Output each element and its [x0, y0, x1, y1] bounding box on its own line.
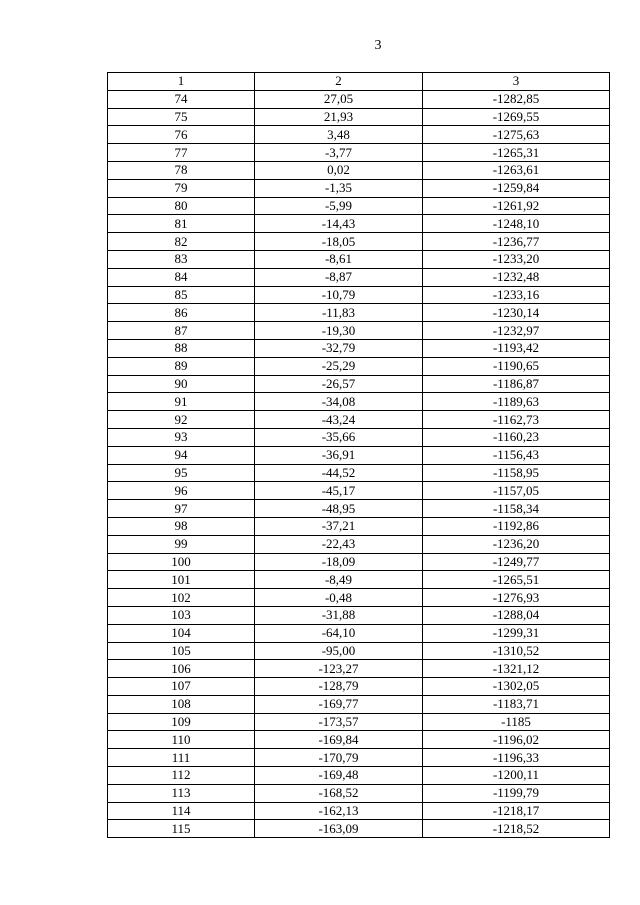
table-cell: -1232,97 — [423, 322, 610, 340]
table-row — [108, 820, 610, 838]
table-cell: -1236,20 — [423, 535, 610, 553]
table-row — [108, 268, 610, 286]
table-cell: -170,79 — [255, 749, 423, 767]
table-cell: -1276,93 — [423, 589, 610, 607]
table-row — [108, 322, 610, 340]
table-row — [108, 749, 610, 767]
table-row — [108, 108, 610, 126]
table-cell: 27,05 — [255, 90, 423, 108]
table-row — [108, 375, 610, 393]
table-cell: 0,02 — [255, 161, 423, 179]
table-cell: -8,87 — [255, 268, 423, 286]
table-cell: 86 — [108, 304, 255, 322]
table-cell: -11,83 — [255, 304, 423, 322]
table-cell: -123,27 — [255, 660, 423, 678]
table-cell: 75 — [108, 108, 255, 126]
column-header: 2 — [255, 73, 423, 91]
table-cell: -22,43 — [255, 535, 423, 553]
table-cell: -1190,65 — [423, 357, 610, 375]
data-table — [107, 72, 610, 838]
table-cell: -35,66 — [255, 428, 423, 446]
table-cell: 92 — [108, 411, 255, 429]
table-cell: -1185 — [423, 713, 610, 731]
table-cell: 104 — [108, 624, 255, 642]
table-row — [108, 678, 610, 696]
table-cell: -1160,23 — [423, 428, 610, 446]
table-cell: 81 — [108, 215, 255, 233]
table-row — [108, 553, 610, 571]
table-cell: 98 — [108, 517, 255, 535]
table-cell: 95 — [108, 464, 255, 482]
table-cell: 97 — [108, 500, 255, 518]
table-cell: 74 — [108, 90, 255, 108]
table-cell: -32,79 — [255, 339, 423, 357]
table-cell: -169,48 — [255, 767, 423, 785]
table-row — [108, 250, 610, 268]
table-row — [108, 197, 610, 215]
table-cell: -1193,42 — [423, 339, 610, 357]
table-row — [108, 642, 610, 660]
table-cell: 83 — [108, 250, 255, 268]
table-cell: -44,52 — [255, 464, 423, 482]
table-row — [108, 589, 610, 607]
table-cell: -43,24 — [255, 411, 423, 429]
page-number: 3 — [374, 38, 382, 53]
table-cell: 114 — [108, 802, 255, 820]
table-cell: 113 — [108, 784, 255, 802]
table-cell: -1186,87 — [423, 375, 610, 393]
table-row — [108, 179, 610, 197]
table-row — [108, 571, 610, 589]
table-body — [108, 73, 610, 838]
table-row — [108, 784, 610, 802]
table-cell: 87 — [108, 322, 255, 340]
table-cell: -1183,71 — [423, 695, 610, 713]
table-cell: -1218,52 — [423, 820, 610, 838]
table-cell: -1196,33 — [423, 749, 610, 767]
table-cell: -1263,61 — [423, 161, 610, 179]
table-cell: 89 — [108, 357, 255, 375]
table-cell: -1156,43 — [423, 446, 610, 464]
table-cell: 115 — [108, 820, 255, 838]
table-row — [108, 535, 610, 553]
table-row — [108, 393, 610, 411]
column-header: 3 — [423, 73, 610, 91]
table-cell: 85 — [108, 286, 255, 304]
table-cell: -1162,73 — [423, 411, 610, 429]
table-row — [108, 802, 610, 820]
table-cell: -26,57 — [255, 375, 423, 393]
table-row — [108, 482, 610, 500]
table-cell: -173,57 — [255, 713, 423, 731]
table-cell: 102 — [108, 589, 255, 607]
table-cell: 100 — [108, 553, 255, 571]
table-cell: -1199,79 — [423, 784, 610, 802]
table-cell: 77 — [108, 144, 255, 162]
table-row — [108, 233, 610, 251]
table-cell: -3,77 — [255, 144, 423, 162]
table-cell: 99 — [108, 535, 255, 553]
table-cell: -48,95 — [255, 500, 423, 518]
table-cell: -1275,63 — [423, 126, 610, 144]
table-cell: -8,49 — [255, 571, 423, 589]
table-row — [108, 411, 610, 429]
table-row — [108, 161, 610, 179]
table-cell: 106 — [108, 660, 255, 678]
table-cell: -95,00 — [255, 642, 423, 660]
table-cell: -8,61 — [255, 250, 423, 268]
table-cell: -5,99 — [255, 197, 423, 215]
table-row — [108, 695, 610, 713]
table-cell: 76 — [108, 126, 255, 144]
table-row — [108, 500, 610, 518]
table-cell: -1233,16 — [423, 286, 610, 304]
table-row — [108, 339, 610, 357]
table-cell: 84 — [108, 268, 255, 286]
table-cell: 82 — [108, 233, 255, 251]
table-cell: -14,43 — [255, 215, 423, 233]
table-cell: -1299,31 — [423, 624, 610, 642]
table-row — [108, 90, 610, 108]
table-cell: 111 — [108, 749, 255, 767]
table-cell: -1,35 — [255, 179, 423, 197]
table-cell: 112 — [108, 767, 255, 785]
table-cell: 21,93 — [255, 108, 423, 126]
table-row — [108, 144, 610, 162]
table-cell: -0,48 — [255, 589, 423, 607]
table-cell: -162,13 — [255, 802, 423, 820]
table-row — [108, 215, 610, 233]
table-cell: -128,79 — [255, 678, 423, 696]
table-cell: -25,29 — [255, 357, 423, 375]
table-cell: 91 — [108, 393, 255, 411]
table-cell: -34,08 — [255, 393, 423, 411]
table-cell: 103 — [108, 606, 255, 624]
table-cell: -1249,77 — [423, 553, 610, 571]
table-cell: 80 — [108, 197, 255, 215]
table-cell: 94 — [108, 446, 255, 464]
table-cell: -1189,63 — [423, 393, 610, 411]
table-cell: -169,77 — [255, 695, 423, 713]
table-cell: -163,09 — [255, 820, 423, 838]
table-cell: 78 — [108, 161, 255, 179]
table-row — [108, 517, 610, 535]
table-row — [108, 767, 610, 785]
table-cell: -168,52 — [255, 784, 423, 802]
table-cell: 96 — [108, 482, 255, 500]
table-cell: -169,84 — [255, 731, 423, 749]
table-cell: -10,79 — [255, 286, 423, 304]
table-cell: 79 — [108, 179, 255, 197]
table-cell: 110 — [108, 731, 255, 749]
table-cell: -18,09 — [255, 553, 423, 571]
table-row — [108, 624, 610, 642]
table-row — [108, 446, 610, 464]
table-row — [108, 731, 610, 749]
table-cell: -1230,14 — [423, 304, 610, 322]
table-cell: -1265,51 — [423, 571, 610, 589]
table-cell: -1218,17 — [423, 802, 610, 820]
table-cell: -1310,52 — [423, 642, 610, 660]
table-cell: -1157,05 — [423, 482, 610, 500]
table-cell: -1288,04 — [423, 606, 610, 624]
table-row — [108, 357, 610, 375]
table-cell: -1232,48 — [423, 268, 610, 286]
table-cell: -1265,31 — [423, 144, 610, 162]
table-cell: -1259,84 — [423, 179, 610, 197]
table-cell: 101 — [108, 571, 255, 589]
table-cell: -64,10 — [255, 624, 423, 642]
table-cell: -1321,12 — [423, 660, 610, 678]
table-cell: -1261,92 — [423, 197, 610, 215]
table-cell: -1269,55 — [423, 108, 610, 126]
table-cell: -31,88 — [255, 606, 423, 624]
table-cell: -1158,95 — [423, 464, 610, 482]
table-cell: -45,17 — [255, 482, 423, 500]
table-row — [108, 304, 610, 322]
table-row — [108, 428, 610, 446]
table-cell: -36,91 — [255, 446, 423, 464]
table-row — [108, 464, 610, 482]
table-cell: -1192,86 — [423, 517, 610, 535]
table-cell: -18,05 — [255, 233, 423, 251]
table-cell: 88 — [108, 339, 255, 357]
table-row — [108, 126, 610, 144]
table-cell: 90 — [108, 375, 255, 393]
table-header-row — [108, 73, 610, 91]
table-cell: -1196,02 — [423, 731, 610, 749]
table-cell: -1248,10 — [423, 215, 610, 233]
table-cell: -1282,85 — [423, 90, 610, 108]
table-cell: -1233,20 — [423, 250, 610, 268]
table-cell: -19,30 — [255, 322, 423, 340]
table-cell: -1302,05 — [423, 678, 610, 696]
column-header: 1 — [108, 73, 255, 91]
table-row — [108, 286, 610, 304]
table-row — [108, 713, 610, 731]
table-cell: 108 — [108, 695, 255, 713]
table-cell: 109 — [108, 713, 255, 731]
table-cell: -1236,77 — [423, 233, 610, 251]
table-cell: -37,21 — [255, 517, 423, 535]
table-cell: 107 — [108, 678, 255, 696]
table-cell: -1200,11 — [423, 767, 610, 785]
table-cell: 105 — [108, 642, 255, 660]
table-cell: 3,48 — [255, 126, 423, 144]
table-cell: -1158,34 — [423, 500, 610, 518]
table-row — [108, 660, 610, 678]
table-row — [108, 606, 610, 624]
table-cell: 93 — [108, 428, 255, 446]
